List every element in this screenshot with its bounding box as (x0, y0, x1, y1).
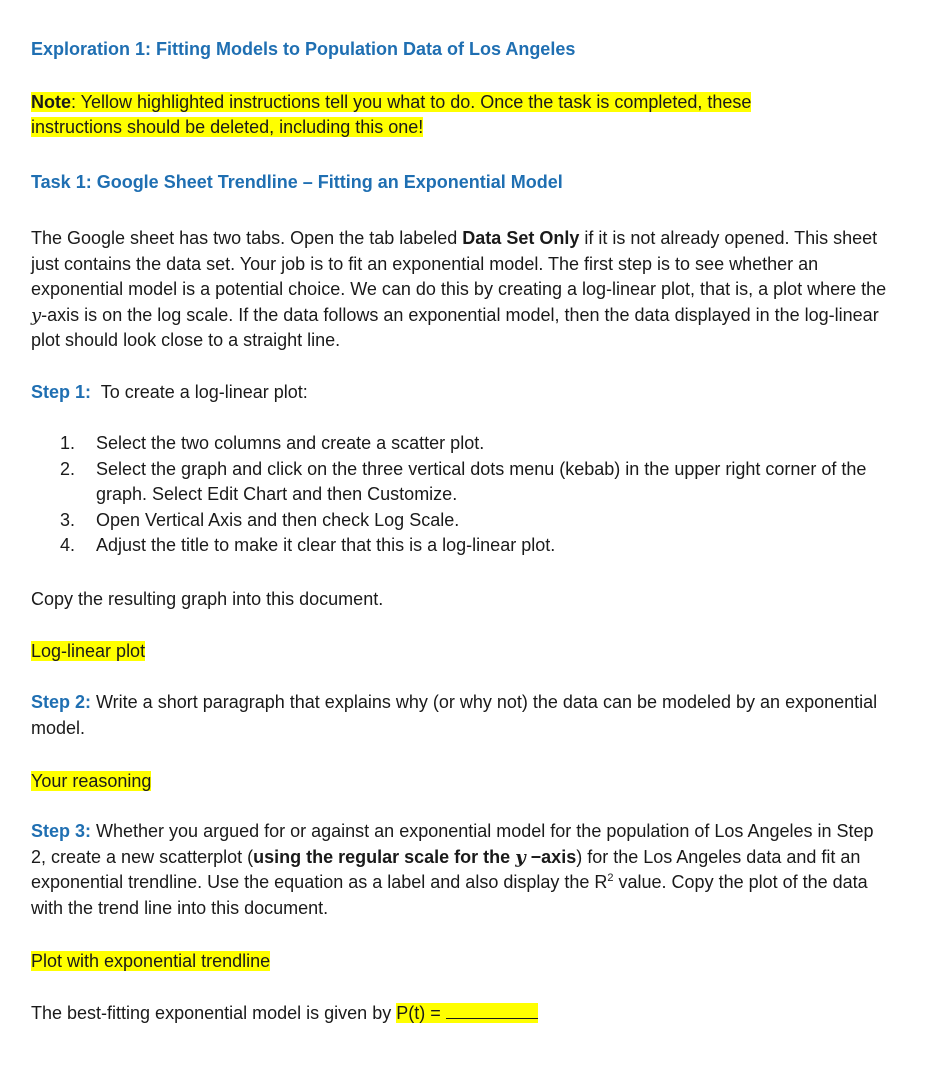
step1-label: Step 1: (31, 382, 92, 402)
step3-bold2: −axis (525, 846, 577, 867)
list-item-text: Adjust the title to make it clear that this is a log-linear plot. (96, 535, 556, 555)
step1-list (60, 431, 890, 559)
note-text-2: instructions should be deleted, including this one! (31, 117, 424, 137)
list-item (60, 508, 890, 534)
answer-blank[interactable] (446, 1000, 538, 1019)
list-item-text: Open Vertical Axis and then check Log Scale. (96, 509, 460, 530)
model-answer-label: P(t) = (396, 1003, 446, 1023)
task1-heading: Task 1: Google Sheet Trendline – Fitting an Exponential Model (31, 172, 563, 192)
list-item (60, 457, 890, 508)
loglinear-placeholder-line (31, 638, 145, 664)
model-text: The best-fitting exponential model is given by (31, 1003, 397, 1023)
step1-text: To create a log-linear plot: (91, 382, 308, 402)
intro-part1: The Google sheet has two tabs. Open the tab labeled (31, 228, 463, 248)
list-item-number: 3. (60, 509, 76, 530)
step2-label: Step 2: (31, 692, 92, 712)
note-line-2 (31, 114, 423, 140)
note-line-1 (31, 89, 751, 115)
list-item-text: Select the two columns and create a scatter plot. (96, 433, 485, 453)
loglinear-placeholder[interactable]: Log-linear plot (31, 641, 146, 661)
intro-paragraph (31, 226, 891, 354)
step3-part2: ) for the Los Angeles data and fit an exponential trendline. Use the equation as a label and also display the R (31, 846, 861, 892)
intro-part2: if it is not already opened. This sheet just contains the data set. Your job is to fit an exponential model. The first step is to see whether an exponential model is a potential choice. We can do this by creating a log-linear plot, that is, a plot where the (31, 228, 887, 299)
trendline-placeholder-line (31, 948, 270, 974)
model-line (31, 1000, 538, 1026)
step2-paragraph (31, 690, 891, 741)
list-item-number: 4. (60, 535, 76, 555)
intro-yvar: y (31, 304, 42, 326)
step2-text: Write a short paragraph that explains why (or why not) the data can be modeled by an exponential model. (31, 692, 878, 738)
note-text-1: : Yellow highlighted instructions tell you what to do. Once the task is completed, these (71, 92, 752, 112)
trendline-placeholder[interactable]: Plot with exponential trendline (31, 951, 271, 971)
reasoning-placeholder-line (31, 768, 151, 794)
model-answer-field[interactable] (396, 1003, 538, 1023)
list-item-text: Select the graph and click on the three vertical dots menu (kebab) in the upper right corner of the graph. Select Edit Chart and then Customize. (96, 458, 867, 504)
step3-bold1: using the regular scale for the (253, 846, 516, 867)
list-item-number: 1. (60, 433, 76, 453)
copy-graph-text: Copy the resulting graph into this document. (31, 589, 384, 609)
intro-part3: -axis is on the log scale. If the data follows an exponential model, then the data displayed in the log-linear plot should look close to a straight line. (31, 304, 879, 350)
page-title: Exploration 1: Fitting Models to Population Data of Los Angeles (31, 39, 576, 59)
list-item (60, 533, 890, 559)
step3-part3: value. Copy the plot of the data with the trend line into this document. (31, 872, 868, 918)
step3-sup: 2 (607, 872, 614, 884)
intro-bold: Data Set Only (462, 228, 580, 248)
list-item-number: 2. (60, 458, 76, 479)
step3-label: Step 3: (31, 821, 92, 841)
step3-paragraph (31, 819, 891, 921)
list-item (60, 431, 890, 457)
step3-yvar: y (515, 846, 526, 868)
step1-line (31, 379, 308, 405)
step3-part1: Whether you argued for or against an exponential model for the population of Los Angeles in Step 2, create a new scatterplot ( (31, 821, 874, 867)
reasoning-placeholder[interactable]: Your reasoning (31, 771, 152, 791)
note-label: Note (31, 92, 71, 112)
